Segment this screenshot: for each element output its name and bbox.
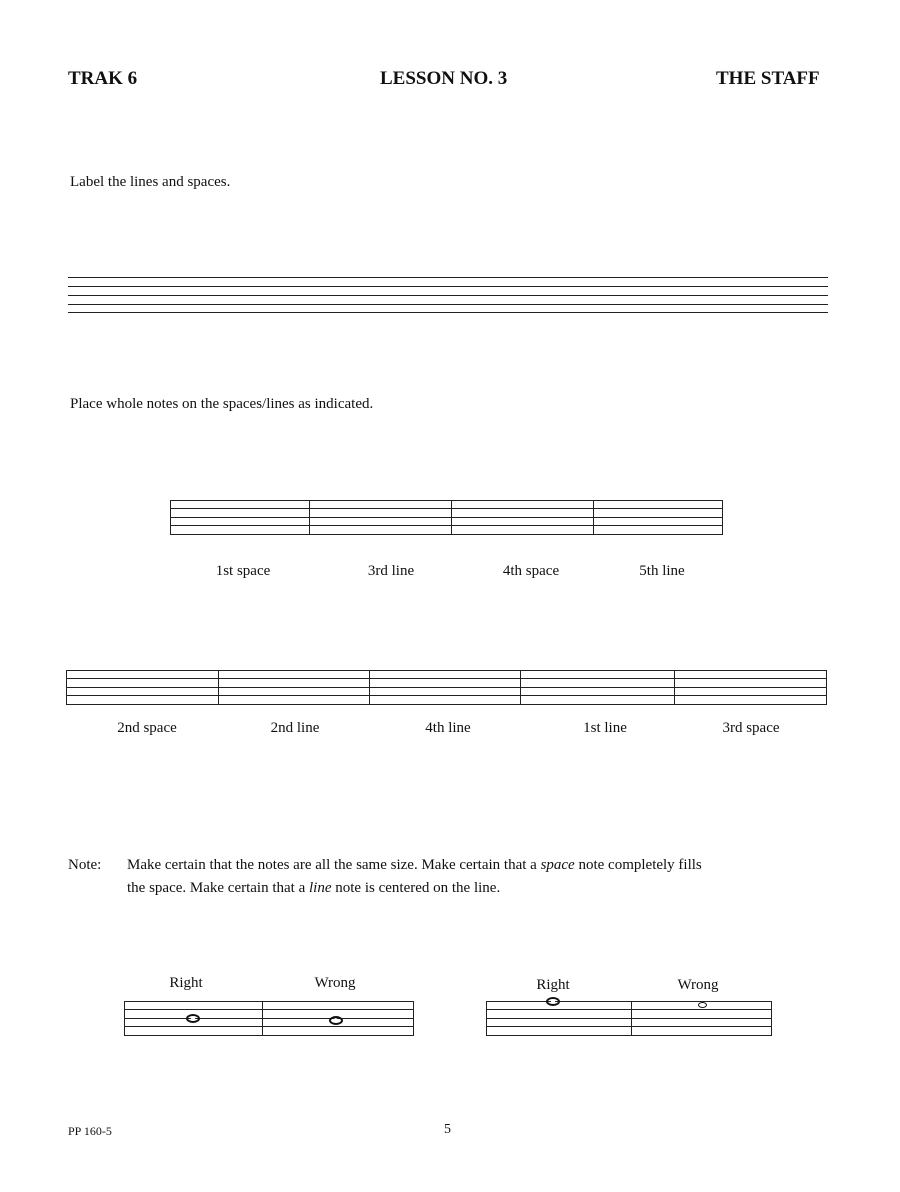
- example2-wrong-label: Wrong: [677, 977, 719, 993]
- row2-label-3: 4th line: [425, 720, 471, 736]
- example2-staff: [486, 1001, 772, 1036]
- whole-note-right-line: [546, 997, 560, 1006]
- row1-label-2: 3rd line: [367, 563, 415, 579]
- row2-label-2: 2nd line: [270, 720, 320, 736]
- page-number: 5: [444, 1122, 451, 1137]
- staff-main: [68, 277, 828, 313]
- note-prefix: Note:: [68, 857, 102, 873]
- instruction-place: Place whole notes on the spaces/lines as indicated.: [70, 396, 374, 412]
- footer-code: PP 160-5: [68, 1124, 112, 1138]
- whole-note-wrong: [329, 1016, 343, 1025]
- example1-wrong-label: Wrong: [314, 975, 356, 991]
- row2-label-5: 3rd space: [722, 720, 780, 736]
- row2-label-4: 1st line: [583, 720, 627, 736]
- note-line-1: Make certain that the notes are all the same size. Make certain that a space note completely fills: [127, 857, 702, 873]
- instruction-label: Label the lines and spaces.: [70, 174, 231, 190]
- example1-staff: [124, 1001, 414, 1036]
- header-left: TRAK 6: [68, 68, 138, 89]
- staff-row1: [170, 500, 723, 535]
- example1-right-label: Right: [169, 975, 203, 991]
- whole-note-right: [186, 1014, 200, 1023]
- row1-label-3: 4th space: [502, 563, 560, 579]
- row1-label-4: 5th line: [639, 563, 685, 579]
- row2-label-1: 2nd space: [117, 720, 177, 736]
- header-right: THE STAFF: [716, 68, 820, 89]
- example2-right-label: Right: [536, 977, 570, 993]
- page-title: LESSON NO. 3: [380, 68, 508, 89]
- note-line-2: the space. Make certain that a line note is centered on the line.: [127, 880, 501, 896]
- row1-label-1: 1st space: [215, 563, 271, 579]
- staff-row2: [66, 670, 827, 705]
- whole-note-wrong-line: [698, 1002, 707, 1008]
